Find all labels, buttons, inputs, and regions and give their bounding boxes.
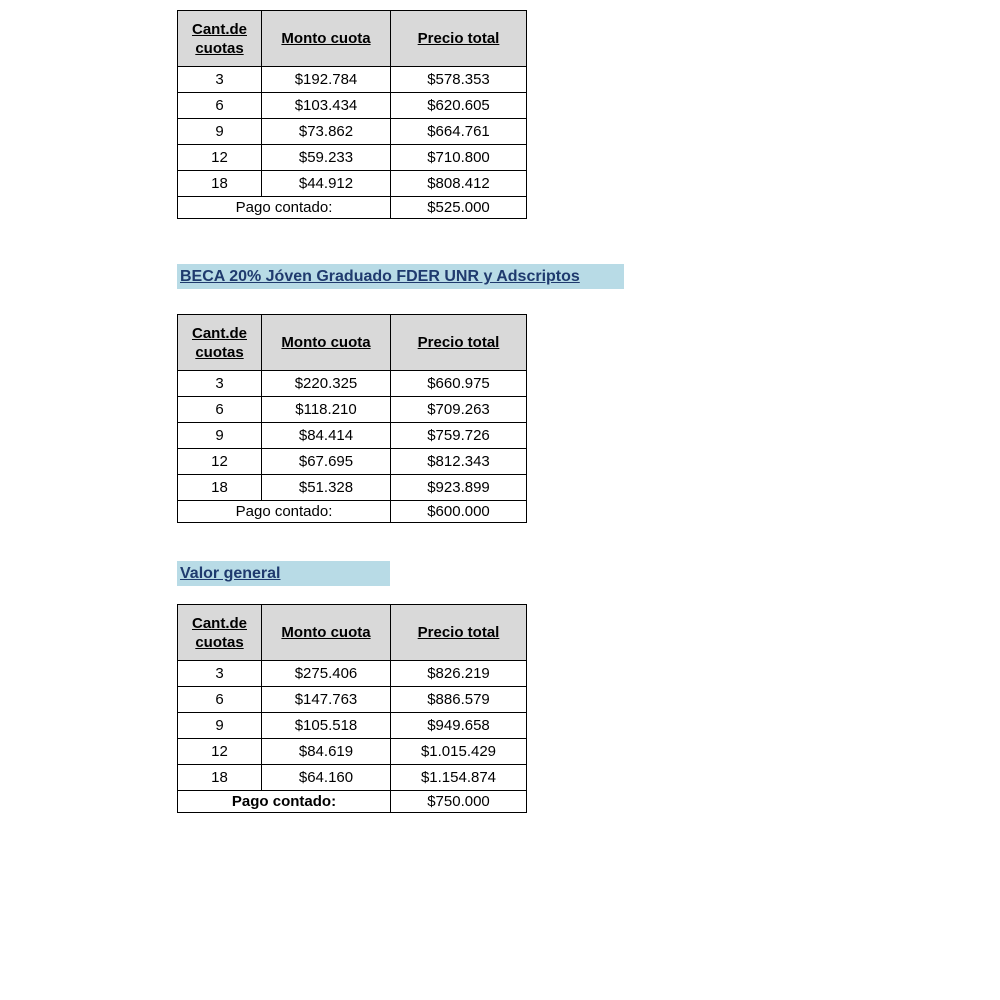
cell-monto: $44.912 <box>262 171 391 197</box>
table-row <box>178 687 527 713</box>
cell-monto: $147.763 <box>262 687 391 713</box>
cell-monto: $84.414 <box>262 423 391 449</box>
cell-precio: $1.154.874 <box>391 765 527 791</box>
pricing-table-3 <box>177 604 527 813</box>
header-precio: Precio total <box>391 315 527 371</box>
section-heading-beca-text: BECA 20% Jóven Graduado FDER UNR y Adscriptos <box>180 268 580 285</box>
table-header-row <box>178 605 527 661</box>
cell-cuotas: 9 <box>178 423 262 449</box>
cell-cuotas: 6 <box>178 397 262 423</box>
cash-payment-label: Pago contado: <box>178 197 391 219</box>
cell-monto: $67.695 <box>262 449 391 475</box>
cash-payment-row <box>178 791 527 813</box>
cell-precio: $826.219 <box>391 661 527 687</box>
cell-cuotas: 12 <box>178 449 262 475</box>
header-precio: Precio total <box>391 11 527 67</box>
table-row <box>178 739 527 765</box>
cell-monto: $275.406 <box>262 661 391 687</box>
table-row <box>178 765 527 791</box>
cell-precio: $578.353 <box>391 67 527 93</box>
header-cuotas-line1: Cant.de <box>191 614 247 632</box>
header-monto: Monto cuota <box>262 11 391 67</box>
table-row <box>178 397 527 423</box>
cell-cuotas: 9 <box>178 713 262 739</box>
table-header-row <box>178 11 527 67</box>
cash-payment-label: Pago contado: <box>178 501 391 523</box>
cell-monto: $64.160 <box>262 765 391 791</box>
cell-monto: $103.434 <box>262 93 391 119</box>
header-precio: Precio total <box>391 605 527 661</box>
cash-payment-row <box>178 197 527 219</box>
cell-cuotas: 3 <box>178 67 262 93</box>
cell-cuotas: 3 <box>178 371 262 397</box>
header-cuotas-line1: Cant.de <box>191 324 247 342</box>
table-row <box>178 661 527 687</box>
table-row <box>178 713 527 739</box>
table-row <box>178 171 527 197</box>
cash-payment-total: $600.000 <box>391 501 527 523</box>
cell-precio: $759.726 <box>391 423 527 449</box>
cell-precio: $886.579 <box>391 687 527 713</box>
table-row <box>178 67 527 93</box>
table-row <box>178 119 527 145</box>
table-row <box>178 449 527 475</box>
cash-payment-total: $750.000 <box>391 791 527 813</box>
cell-precio: $664.761 <box>391 119 527 145</box>
cell-precio: $709.263 <box>391 397 527 423</box>
cell-cuotas: 3 <box>178 661 262 687</box>
cell-cuotas: 12 <box>178 145 262 171</box>
header-monto: Monto cuota <box>262 315 391 371</box>
pricing-table-1 <box>177 10 527 219</box>
header-cuotas-line2: cuotas <box>195 343 244 361</box>
cell-precio: $710.800 <box>391 145 527 171</box>
cell-cuotas: 18 <box>178 475 262 501</box>
cell-monto: $105.518 <box>262 713 391 739</box>
table-row <box>178 371 527 397</box>
cell-cuotas: 9 <box>178 119 262 145</box>
table-row <box>178 423 527 449</box>
cell-precio: $808.412 <box>391 171 527 197</box>
cell-cuotas: 18 <box>178 765 262 791</box>
section-heading-valor-general-text: Valor general <box>180 565 281 582</box>
cell-precio: $812.343 <box>391 449 527 475</box>
header-monto: Monto cuota <box>262 605 391 661</box>
header-cuotas <box>178 11 262 67</box>
header-cuotas-line2: cuotas <box>195 633 244 651</box>
cell-cuotas: 6 <box>178 93 262 119</box>
table-row <box>178 475 527 501</box>
cell-precio: $949.658 <box>391 713 527 739</box>
header-cuotas-line1: Cant.de <box>191 20 247 38</box>
header-cuotas <box>178 605 262 661</box>
table-header-row <box>178 315 527 371</box>
cell-precio: $923.899 <box>391 475 527 501</box>
cell-monto: $84.619 <box>262 739 391 765</box>
cell-precio: $620.605 <box>391 93 527 119</box>
cell-precio: $1.015.429 <box>391 739 527 765</box>
header-cuotas-line2: cuotas <box>195 39 244 57</box>
pricing-table-2 <box>177 314 527 523</box>
cell-monto: $51.328 <box>262 475 391 501</box>
table-row <box>178 93 527 119</box>
cell-cuotas: 6 <box>178 687 262 713</box>
cell-monto: $220.325 <box>262 371 391 397</box>
cell-monto: $192.784 <box>262 67 391 93</box>
cell-monto: $73.862 <box>262 119 391 145</box>
cell-monto: $59.233 <box>262 145 391 171</box>
cash-payment-total: $525.000 <box>391 197 527 219</box>
header-cuotas <box>178 315 262 371</box>
table-row <box>178 145 527 171</box>
cell-monto: $118.210 <box>262 397 391 423</box>
section-heading-valor-general <box>177 561 390 586</box>
cell-cuotas: 12 <box>178 739 262 765</box>
section-heading-beca <box>177 264 624 289</box>
cash-payment-label: Pago contado: <box>178 791 391 813</box>
cell-cuotas: 18 <box>178 171 262 197</box>
cash-payment-row <box>178 501 527 523</box>
cell-precio: $660.975 <box>391 371 527 397</box>
